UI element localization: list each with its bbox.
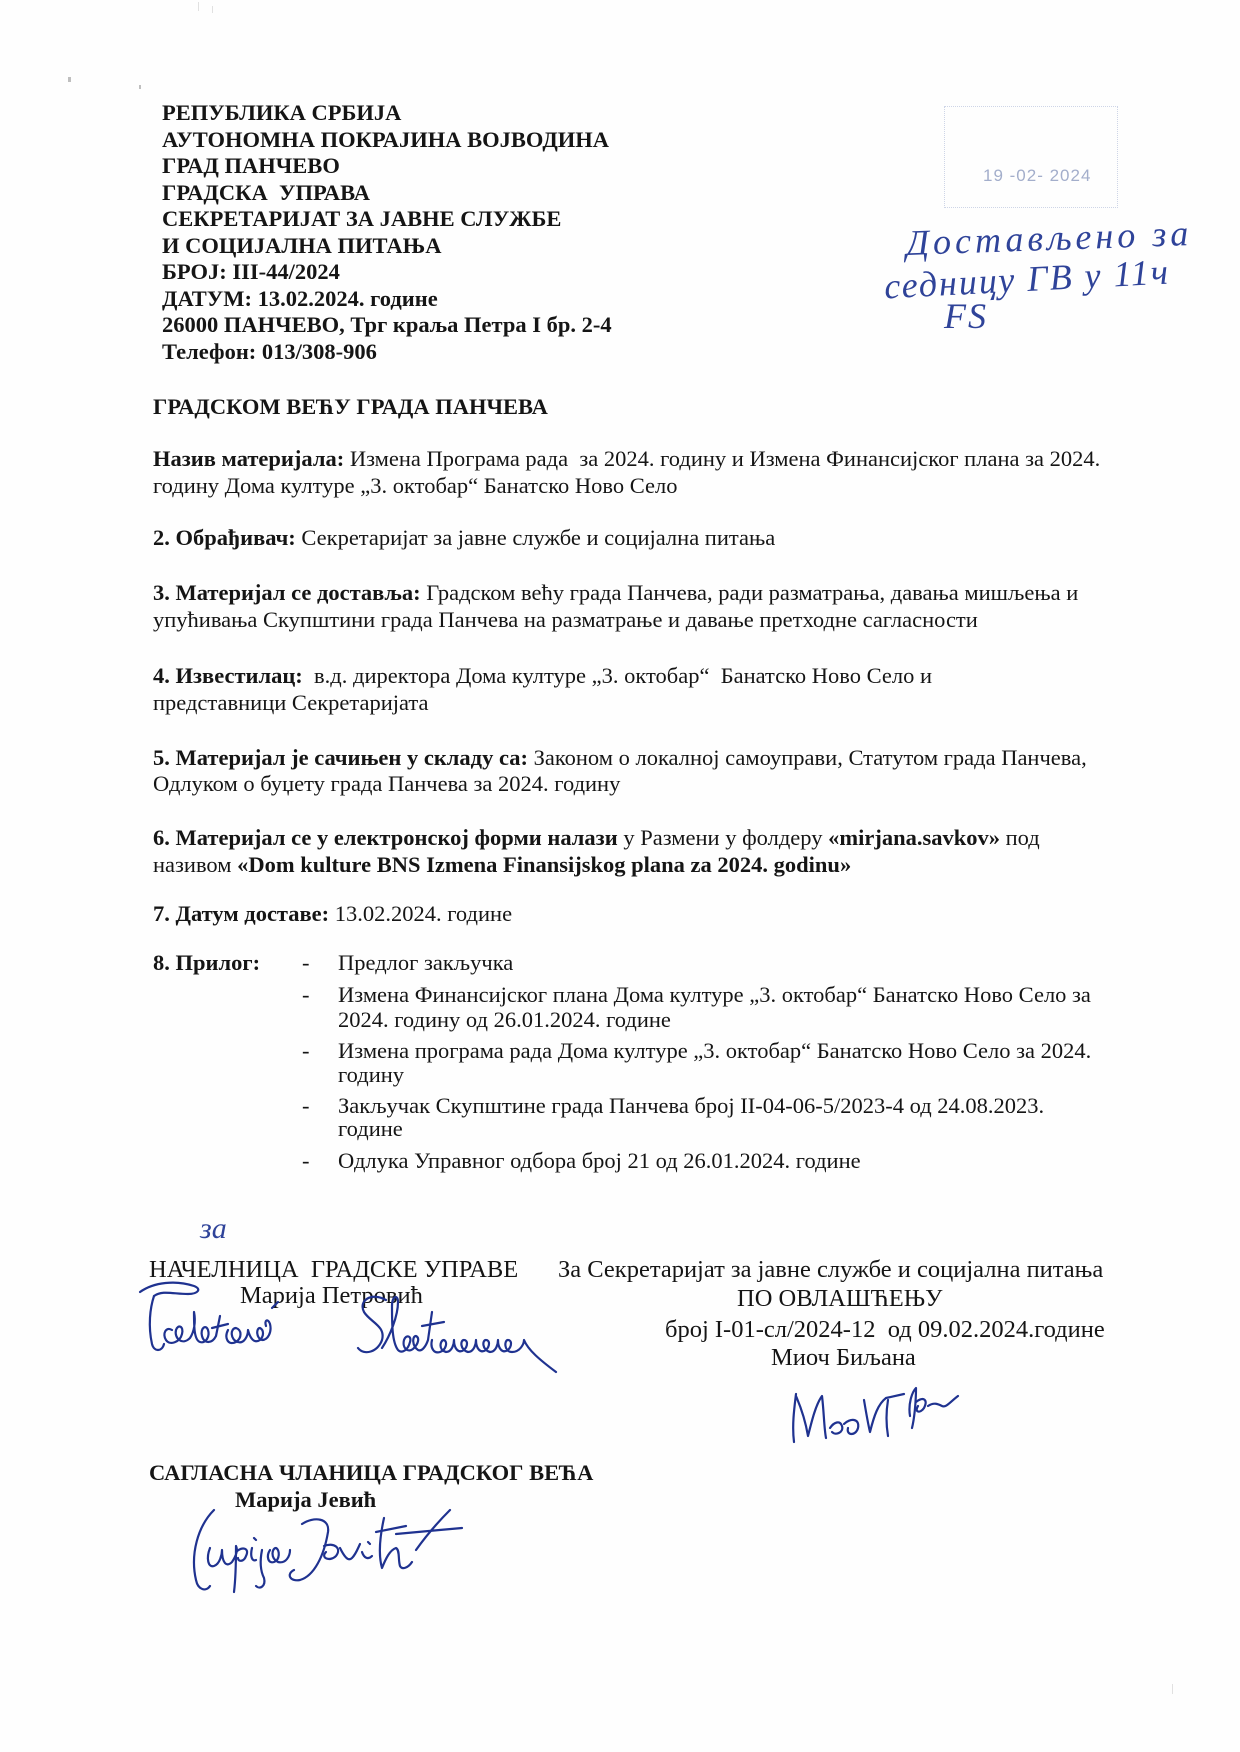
authorization-number: број I-01-сл/2024-12 од 09.02.2024.године: [665, 1316, 1105, 1343]
scan-speck: [212, 6, 213, 13]
reporter-line-1: [153, 663, 932, 689]
processor-text: Секретаријат за јавне службе и социјална питања: [301, 525, 776, 550]
material-name-text: Измена Програма рада за 2024. годину и Измена Финансијског плана за 2024.: [349, 446, 1101, 471]
received-stamp: [944, 106, 1118, 208]
letterhead-secretariat-cont: И СОЦИЈАЛНА ПИТАЊА: [162, 232, 442, 258]
letterhead-phone: Телефон: 013/308-906: [162, 338, 377, 364]
attachment-item: Предлог закључка: [338, 950, 514, 975]
reporter-line-2: [153, 690, 429, 716]
handwritten-za: за: [200, 1212, 227, 1245]
letterhead-date: ДАТУМ: 13.02.2024. године: [162, 285, 438, 311]
electronic-form-label: 6. Материјал се у електронској форми налази: [153, 825, 618, 850]
material-name-line-2: [153, 473, 677, 499]
handwritten-note-initials: FS: [944, 296, 988, 336]
letterhead-administration: ГРАДСКА УПРАВА: [162, 179, 370, 205]
delivery-date-value: 13.02.2024. године: [334, 901, 513, 926]
delivered-to-label: 3. Материјал се доставља:: [153, 580, 421, 605]
attachments-label: 8. Прилог:: [153, 950, 261, 975]
attachment-bullet: -: [302, 1148, 310, 1173]
attachment-bullet: -: [302, 1093, 310, 1118]
handwritten-signature: [184, 1504, 466, 1596]
attachment-item: Измена програма рада Дома културе „3. октобар“ Банатско Ново Село за 2024.: [338, 1038, 1092, 1063]
council-member-name: Марија Јевић: [235, 1487, 377, 1512]
letterhead-number: БРОЈ: III-44/2024: [162, 259, 340, 284]
handwritten-signature: [786, 1376, 966, 1448]
handwritten-signature: [352, 1290, 562, 1376]
attachment-item-cont: годину: [338, 1062, 405, 1087]
attachment-item: Измена Финансијског плана Дома културе „3. октобар“ Банатско Ново Село за: [338, 982, 1091, 1007]
attachment-item: Одлука Управног одбора број 21 од 26.01.2024. године: [338, 1148, 861, 1173]
scan-speck: [1172, 1684, 1173, 1694]
reporter-label: 4. Известилац:: [153, 663, 303, 688]
material-name-label: Назив материјала:: [153, 446, 345, 471]
material-name-line-1: [153, 446, 1100, 472]
attachment-bullet: -: [302, 982, 310, 1007]
processor-line: [153, 525, 775, 551]
delivered-to-text-cont: упућивања Скупштини града Панчева на разматрање и давање претходне сагласности: [153, 607, 978, 632]
reporter-text-cont: представници Секретаријата: [153, 690, 429, 715]
handwritten-signature: [132, 1278, 282, 1360]
letterhead-province: АУТОНОМНА ПОКРАЈИНА ВОЈВОДИНА: [162, 126, 610, 152]
delivery-date-line: [153, 901, 512, 927]
attachment-item: Закључак Скупштине града Панчева број II-04-06-5/2023-4 од 24.08.2023.: [338, 1093, 1045, 1118]
delivered-to-line-1: [153, 580, 1078, 606]
reporter-text: в.д. директора Дома културе „3. октобар“ Банатско Ново Село и: [308, 663, 933, 688]
letterhead-city: ГРАД ПАНЧЕВО: [162, 153, 340, 178]
letterhead-address: 26000 ПАНЧЕВО, Трг краља Петра I бр. 2-4: [162, 312, 612, 337]
scan-speck: [198, 2, 199, 11]
scan-speck: [68, 77, 71, 82]
authorization-heading: ПО ОВЛАШЋЕЊУ: [737, 1285, 943, 1312]
letterhead-country: РЕПУБЛИКА СРБИЈА: [162, 100, 402, 125]
handwritten-note-line-1: Достављено за: [905, 213, 1193, 263]
letterhead-secretariat: СЕКРЕТАРИЈАТ ЗА ЈАВНЕ СЛУЖБЕ: [162, 206, 562, 231]
legal-basis-line-1: [153, 745, 1087, 771]
attachment-item-cont: године: [338, 1116, 403, 1141]
delivered-to-line-2: [153, 607, 978, 633]
handwritten-note-line-2: седницу ГВ у 11ч: [883, 251, 1171, 307]
letterhead: [162, 100, 612, 365]
legal-basis-label: 5. Материјал је сачињен у складу са:: [153, 745, 528, 770]
council-member-title: САГЛАСНА ЧЛАНИЦА ГРАДСКОГ ВЕЋА: [149, 1460, 594, 1485]
legal-basis-text: Законом о локалној самоуправи, Статутом града Панчева,: [533, 745, 1087, 770]
scan-speck: [139, 85, 141, 89]
electronic-form-line-1: [153, 825, 1040, 851]
delivered-to-text: Градском већу града Панчева, ради разматрања, давања мишљења и: [426, 580, 1079, 605]
secretariat-signatory-title: За Секретаријат за јавне службе и социјална питања: [558, 1256, 1104, 1283]
folder-name: «mirjana.savkov»: [828, 825, 1000, 850]
addressee: ГРАДСКОМ ВЕЋУ ГРАДА ПАНЧЕВА: [153, 394, 548, 419]
legal-basis-text-cont: Одлуком о буџету града Панчева за 2024. годину: [153, 771, 621, 796]
attachment-bullet: -: [302, 1038, 310, 1063]
attachment-item-cont: 2024. годину од 26.01.2024. године: [338, 1007, 671, 1032]
secretariat-signatory-name: Миоч Биљана: [771, 1344, 916, 1371]
head-title: НАЧЕЛНИЦА ГРАДСКЕ УПРАВЕ: [149, 1256, 519, 1283]
electronic-form-text: у Размени у фолдеру: [623, 825, 823, 850]
attachment-bullet: -: [302, 950, 310, 975]
processor-label: 2. Обрађивач:: [153, 525, 296, 550]
electronic-form-line-2: [153, 852, 851, 878]
stamp-date: 19 -02- 2024: [983, 166, 1092, 185]
legal-basis-line-2: [153, 771, 620, 797]
material-name-text-cont: годину Дома културе „3. октобар“ Банатско Ново Село: [153, 473, 678, 498]
electronic-form-text-3: називом: [153, 852, 232, 877]
delivery-date-label: 7. Датум доставе:: [153, 901, 330, 926]
head-name: Марија Петровић: [240, 1282, 423, 1309]
file-name: «Dom kulture BNS Izmena Finansijskog plana za 2024. godinu»: [237, 852, 852, 877]
electronic-form-text-2: под: [1005, 825, 1040, 850]
